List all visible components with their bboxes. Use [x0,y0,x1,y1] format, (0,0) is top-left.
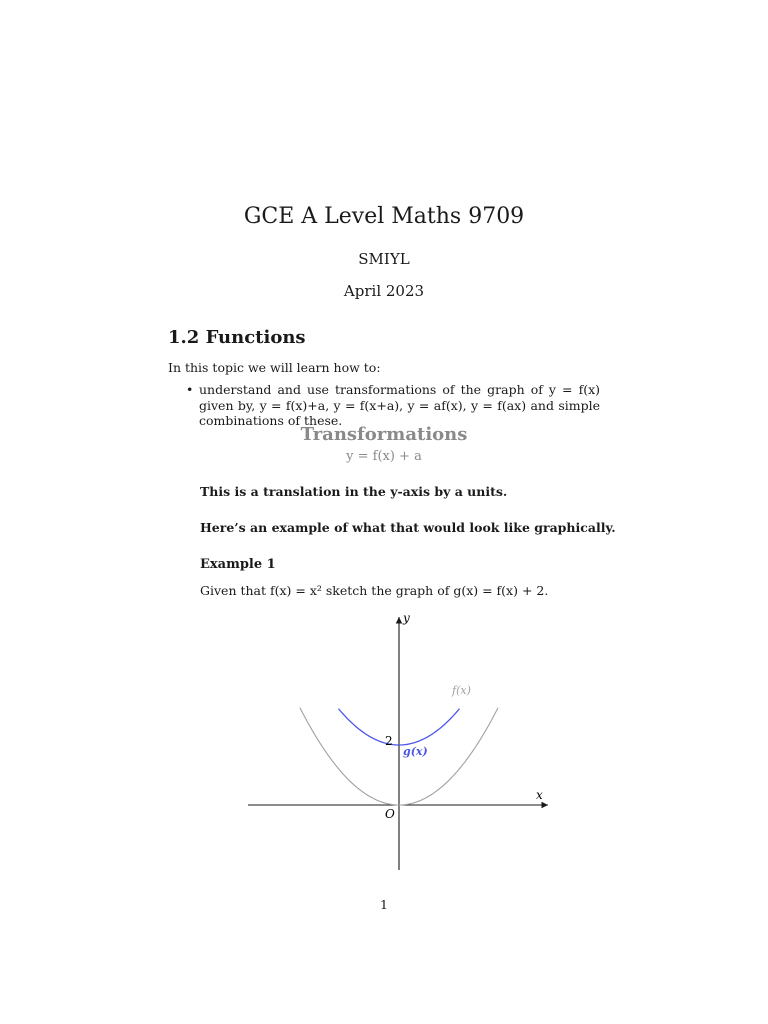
transformations-title: Transformations [300,424,468,445]
example-heading: Example 1 [200,557,276,572]
page-number: 1 [380,897,388,912]
example-intro-statement: Here’s an example of what that would look like graphically. [200,520,616,535]
x-axis-label: x [536,788,543,802]
y-tick-label: 2 [385,734,393,748]
document-title: GCE A Level Maths 9709 [243,204,525,229]
example-text: Given that f(x) = x² sketch the graph of g(x) = f(x) + 2. [200,583,549,598]
document-date: April 2023 [343,282,425,300]
y-axis-label: y [403,611,410,625]
transformations-subtitle: y = f(x) + a [346,449,422,464]
document-author: SMIYL [358,250,410,268]
translation-statement: This is a translation in the y-axis by a units. [200,484,508,499]
bullet-text: understand and use transformations of the graph of y = f(x) given by, y = f(x)+a, y = f(x+a), y = af(x), y = f(ax) and simple combinations of these. [199,382,600,428]
origin-label: O [385,807,395,821]
transformation-graph [240,605,560,880]
bullet-marker: • [186,382,194,397]
intro-text: In this topic we will learn how to: [168,360,381,375]
g-curve-label: g(x) [403,745,428,758]
section-heading: 1.2 Functions [168,327,306,348]
f-curve-label: f(x) [452,684,471,697]
